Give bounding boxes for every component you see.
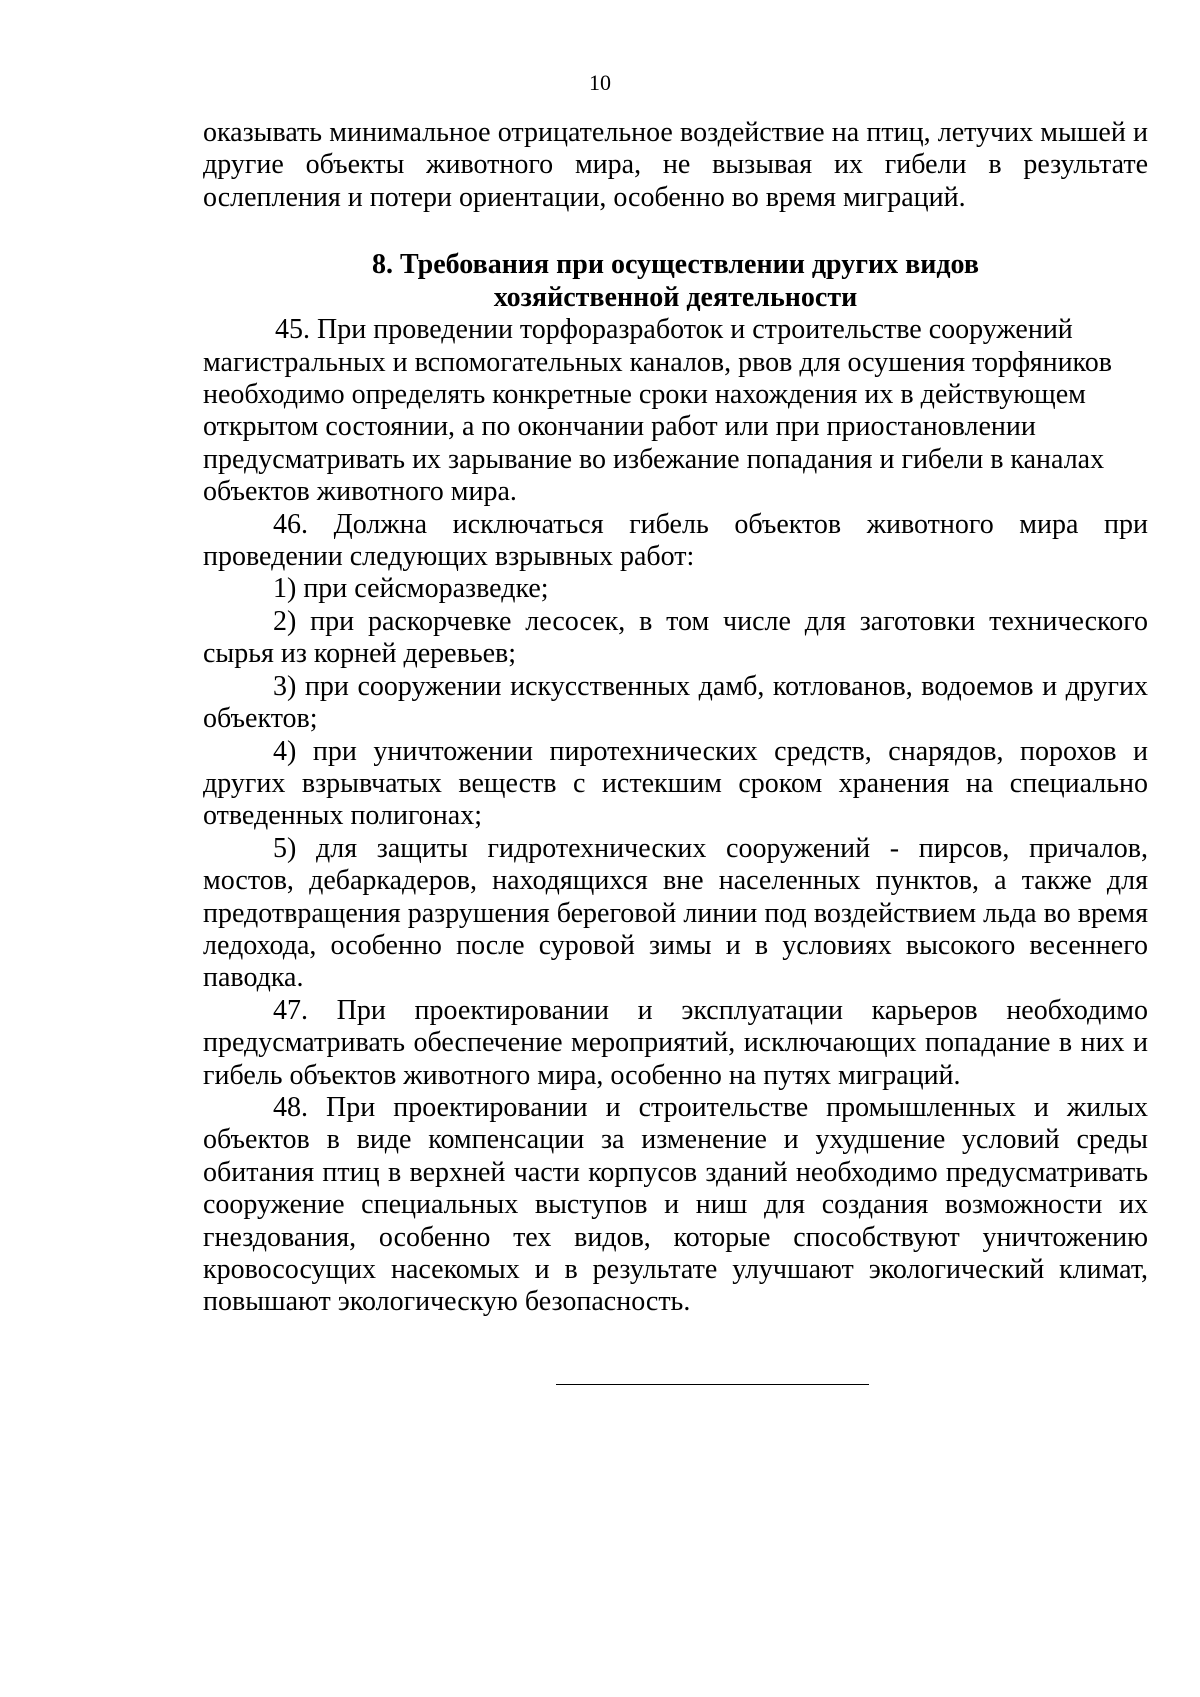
list-item-5: 5) для защиты гидротехнических сооружений - пирсов, причалов, мостов, дебаркадеров, находящихся вне населенных пунктов, а также для предотвращения разрушения береговой линии под воздействием льда во время ледохода, особенно после суровой зимы и в условиях высокого весеннего паводка. — [203, 832, 1148, 994]
section-title-line-2: хозяйственной деятельности — [493, 282, 858, 314]
list-item-3: 3) при сооружении искусственных дамб, котлованов, водоемов и других объектов; — [203, 670, 1148, 735]
section-spacer — [203, 214, 1148, 248]
paragraph-46: 46. Должна исключаться гибель объектов животного мира при проведении следующих взрывных работ: — [203, 508, 1148, 573]
paragraph-48: 48. При проектировании и строительстве промышленных и жилых объектов в виде компенсации за изменение и ухудшение условий среды обитания птиц в верхней части корпусов зданий необходимо предусматривать сооружение специальных выступов и ниш для создания возможности их гнездования, особенно тех видов, которые способствуют уничтожению кровососущих насекомых и в результате улучшают экологический климат, повышают экологическую безопасность. — [203, 1091, 1148, 1318]
list-item-2: 2) при раскорчевке лесосек, в том числе для заготовки технического сырья из корней деревьев; — [203, 605, 1148, 670]
list-item-1: 1) при сейсморазведке; — [273, 573, 549, 605]
section-title-line-1: 8. Требования при осуществлении других видов — [372, 249, 979, 281]
list-item-4: 4) при уничтожении пиротехнических средств, снарядов, порохов и других взрывчатых веществ с истекшим сроком хранения на специально отведенных полигонах; — [203, 735, 1148, 832]
paragraph-45: 45. При проведении торфоразработок и строительстве сооружений магистральных и вспомогательных каналов, рвов для осушения торфяников необходимо определять конкретные сроки нахождения их в действующем открытом состоянии, а по окончании работ или при приостановлении предусматривать их зарывание во избежание попадания и гибели в каналах объектов животного мира. — [203, 314, 1112, 508]
document-body — [203, 117, 1148, 1319]
page-number: 10 — [589, 70, 611, 95]
intro-paragraph: оказывать минимальное отрицательное воздействие на птиц, летучих мышей и другие объекты животного мира, не вызывая их гибели в результате ослепления и потери ориентации, особенно во время миграций. — [203, 117, 1148, 213]
end-of-document-rule — [556, 1384, 869, 1385]
paragraph-47: 47. При проектировании и эксплуатации карьеров необходимо предусматривать обеспечение мероприятий, исключающих попадание в них и гибель объектов животного мира, особенно на путях миграций. — [203, 994, 1148, 1091]
